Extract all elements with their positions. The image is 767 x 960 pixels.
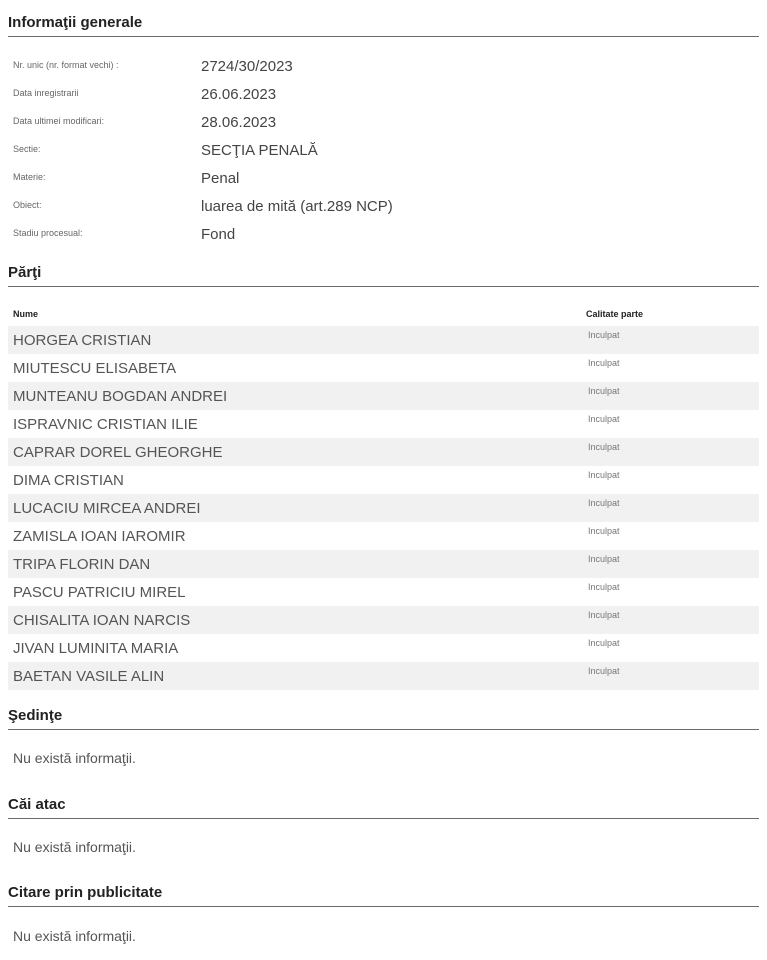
party-name: DIMA CRISTIAN <box>13 472 124 489</box>
info-label: Data inregistrarii <box>13 88 79 98</box>
table-row <box>8 438 759 466</box>
table-row <box>8 634 759 662</box>
party-role: Inculpat <box>588 442 620 452</box>
table-row <box>8 522 759 550</box>
table-row <box>8 382 759 410</box>
table-row <box>8 662 759 690</box>
party-role: Inculpat <box>588 666 620 676</box>
party-name: TRIPA FLORIN DAN <box>13 556 151 573</box>
party-name: PASCU PATRICIU MIREL <box>13 584 186 601</box>
party-role: Inculpat <box>588 470 620 480</box>
party-name: CAPRAR DOREL GHEORGHE <box>13 444 223 461</box>
section-title-citare: Citare prin publicitate <box>8 884 759 907</box>
info-row-nr-unic <box>13 58 753 78</box>
section-title-general: Informaţii generale <box>8 14 759 37</box>
info-value: luarea de mită (art.289 NCP) <box>201 198 393 215</box>
section-title-parti: Părţi <box>8 264 759 287</box>
empty-message-citare: Nu există informaţii. <box>13 928 136 944</box>
info-row-materie <box>13 170 753 190</box>
table-row <box>8 578 759 606</box>
party-name: JIVAN LUMINITA MARIA <box>13 640 179 657</box>
table-row <box>8 606 759 634</box>
info-row-sectie <box>13 142 753 162</box>
info-label: Materie: <box>13 172 46 182</box>
party-role: Inculpat <box>588 554 620 564</box>
table-row <box>8 494 759 522</box>
section-title-cai-atac: Căi atac <box>8 796 759 819</box>
info-row-data-inregistrarii <box>13 86 753 106</box>
party-name: BAETAN VASILE ALIN <box>13 668 165 685</box>
party-name: HORGEA CRISTIAN <box>13 332 152 349</box>
table-row <box>8 410 759 438</box>
party-role: Inculpat <box>588 582 620 592</box>
info-label: Obiect: <box>13 200 42 210</box>
party-role: Inculpat <box>588 414 620 424</box>
info-row-obiect <box>13 198 753 218</box>
info-value: 28.06.2023 <box>201 114 277 131</box>
party-name: MIUTESCU ELISABETA <box>13 360 177 377</box>
info-row-data-modificari <box>13 114 753 134</box>
empty-message-cai-atac: Nu există informaţii. <box>13 839 136 855</box>
party-name: MUNTEANU BOGDAN ANDREI <box>13 388 228 405</box>
party-role: Inculpat <box>588 498 620 508</box>
party-role: Inculpat <box>588 358 620 368</box>
table-row <box>8 354 759 382</box>
column-header-role: Calitate parte <box>586 309 644 319</box>
party-role: Inculpat <box>588 330 620 340</box>
info-label: Nr. unic (nr. format vechi) : <box>13 60 119 70</box>
party-name: CHISALITA IOAN NARCIS <box>13 612 191 629</box>
party-role: Inculpat <box>588 386 620 396</box>
party-name: ISPRAVNIC CRISTIAN ILIE <box>13 416 198 433</box>
empty-message-sedinte: Nu există informaţii. <box>13 750 136 766</box>
info-value: 26.06.2023 <box>201 86 277 103</box>
party-name: LUCACIU MIRCEA ANDREI <box>13 500 201 517</box>
info-value: 2724/30/2023 <box>201 58 293 75</box>
party-role: Inculpat <box>588 610 620 620</box>
party-name: ZAMISLA IOAN IAROMIR <box>13 528 186 545</box>
party-role: Inculpat <box>588 638 620 648</box>
info-row-stadiu <box>13 226 753 246</box>
section-title-sedinte: Şedinţe <box>8 707 759 730</box>
info-value: Penal <box>201 170 240 187</box>
party-role: Inculpat <box>588 526 620 536</box>
info-label: Sectie: <box>13 144 41 154</box>
info-label: Data ultimei modificari: <box>13 116 105 126</box>
table-row <box>8 550 759 578</box>
table-row <box>8 326 759 354</box>
table-row <box>8 466 759 494</box>
info-label: Stadiu procesual: <box>13 228 83 238</box>
column-header-name: Nume <box>13 309 39 319</box>
info-value: SECŢIA PENALĂ <box>201 142 318 159</box>
info-value: Fond <box>201 226 236 243</box>
